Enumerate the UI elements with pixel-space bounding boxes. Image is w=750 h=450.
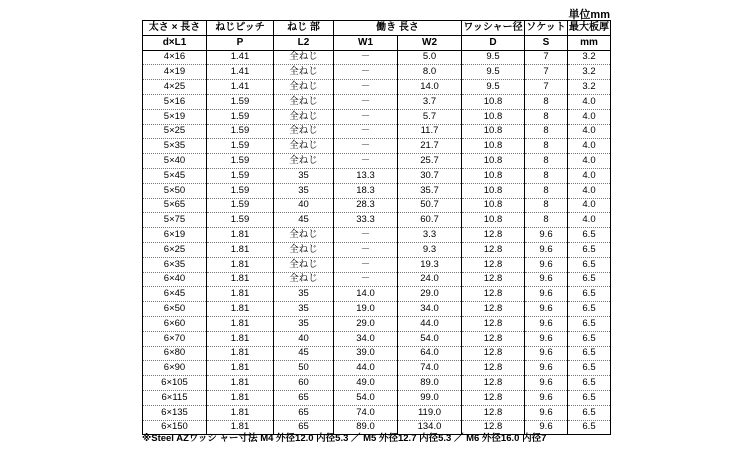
table-row — [143, 168, 611, 183]
table-cell: 12.8 — [462, 390, 525, 405]
spec-table — [142, 20, 611, 435]
table-row — [143, 80, 611, 95]
table-cell: 35.7 — [398, 183, 462, 198]
table-cell: － — [334, 272, 398, 287]
table-cell: 6×90 — [143, 361, 207, 376]
table-row — [143, 213, 611, 228]
table-cell: 1.81 — [207, 346, 274, 361]
table-cell: 6.5 — [568, 420, 611, 435]
table-cell: 6.5 — [568, 361, 611, 376]
table-cell: 1.81 — [207, 361, 274, 376]
table-cell: 4.0 — [568, 183, 611, 198]
table-cell: 12.8 — [462, 405, 525, 420]
table-cell: 3.7 — [398, 94, 462, 109]
table-cell: 1.59 — [207, 183, 274, 198]
table-cell: 1.81 — [207, 316, 274, 331]
table-cell: 全ねじ — [274, 139, 334, 154]
table-cell: 1.81 — [207, 390, 274, 405]
table-cell: 74.0 — [334, 405, 398, 420]
table-cell: 6.5 — [568, 242, 611, 257]
table-cell: 4.0 — [568, 154, 611, 169]
table-cell: 12.8 — [462, 346, 525, 361]
table-cell: 7 — [525, 65, 568, 80]
table-cell: 6×115 — [143, 390, 207, 405]
table-cell: － — [334, 124, 398, 139]
header-cell: ソケット — [525, 21, 568, 36]
unit-label: 単位mm — [568, 9, 610, 21]
table-cell: 1.41 — [207, 80, 274, 95]
table-row — [143, 390, 611, 405]
table-cell: － — [334, 139, 398, 154]
table-cell: 10.8 — [462, 139, 525, 154]
table-cell: 14.0 — [398, 80, 462, 95]
table-cell: 1.59 — [207, 139, 274, 154]
table-cell: 全ねじ — [274, 154, 334, 169]
table-row — [143, 228, 611, 243]
table-cell: 9.5 — [462, 65, 525, 80]
table-cell: 6×135 — [143, 405, 207, 420]
table-cell: 6.5 — [568, 405, 611, 420]
table-cell: 6×80 — [143, 346, 207, 361]
table-cell: 35 — [274, 287, 334, 302]
table-cell: 6.5 — [568, 228, 611, 243]
table-cell: 1.81 — [207, 242, 274, 257]
table-cell: 8 — [525, 198, 568, 213]
table-cell: 29.0 — [398, 287, 462, 302]
table-cell: － — [334, 109, 398, 124]
table-cell: 9.6 — [525, 361, 568, 376]
table-cell: 4.0 — [568, 124, 611, 139]
table-cell: 12.8 — [462, 272, 525, 287]
table-cell: 4×16 — [143, 50, 207, 65]
table-cell: 9.6 — [525, 228, 568, 243]
table-cell: 1.59 — [207, 124, 274, 139]
table-cell: 10.8 — [462, 109, 525, 124]
table-cell: 4.0 — [568, 94, 611, 109]
table-row — [143, 242, 611, 257]
header-cell: 最大板厚 — [568, 21, 611, 36]
table-cell: 6.5 — [568, 346, 611, 361]
table-cell: 全ねじ — [274, 50, 334, 65]
table-row — [143, 405, 611, 420]
table-cell: 5×19 — [143, 109, 207, 124]
subheader-cell: W2 — [398, 35, 462, 50]
table-cell: 6.5 — [568, 272, 611, 287]
table-cell: 5×40 — [143, 154, 207, 169]
table-cell: 4.0 — [568, 198, 611, 213]
table-cell: 24.0 — [398, 272, 462, 287]
table-cell: 1.59 — [207, 168, 274, 183]
table-cell: － — [334, 228, 398, 243]
table-cell: － — [334, 80, 398, 95]
table-cell: 44.0 — [334, 361, 398, 376]
table-cell: 65 — [274, 420, 334, 435]
table-cell: 4.0 — [568, 213, 611, 228]
table-cell: 40 — [274, 198, 334, 213]
table-cell: 9.6 — [525, 390, 568, 405]
table-row — [143, 65, 611, 80]
table-cell: 99.0 — [398, 390, 462, 405]
table-cell: 54.0 — [334, 390, 398, 405]
table-row — [143, 50, 611, 65]
table-row — [143, 124, 611, 139]
table-cell: 4.0 — [568, 109, 611, 124]
subheader-cell: d×L1 — [143, 35, 207, 50]
table-cell: 9.6 — [525, 302, 568, 317]
table-cell: 34.0 — [398, 302, 462, 317]
table-cell: 60.7 — [398, 213, 462, 228]
table-cell: 全ねじ — [274, 109, 334, 124]
table-cell: 39.0 — [334, 346, 398, 361]
table-cell: 6×19 — [143, 228, 207, 243]
table-cell: 9.3 — [398, 242, 462, 257]
table-cell: 6×40 — [143, 272, 207, 287]
table-cell: 45 — [274, 346, 334, 361]
table-cell: 10.8 — [462, 94, 525, 109]
table-cell: 9.6 — [525, 316, 568, 331]
table-cell: 1.81 — [207, 405, 274, 420]
table-cell: 74.0 — [398, 361, 462, 376]
table-cell: 35 — [274, 183, 334, 198]
table-cell: 12.8 — [462, 302, 525, 317]
table-cell: 9.6 — [525, 376, 568, 391]
table-cell: 134.0 — [398, 420, 462, 435]
table-cell: 13.3 — [334, 168, 398, 183]
table-cell: 全ねじ — [274, 124, 334, 139]
table-cell: 8 — [525, 109, 568, 124]
table-body — [143, 50, 611, 435]
table-cell: 5×35 — [143, 139, 207, 154]
table-cell: 6×105 — [143, 376, 207, 391]
subheader-cell: W1 — [334, 35, 398, 50]
table-cell: 10.8 — [462, 168, 525, 183]
table-cell: 54.0 — [398, 331, 462, 346]
table-cell: 6×45 — [143, 287, 207, 302]
table-cell: 1.81 — [207, 272, 274, 287]
header-row-top — [143, 21, 611, 36]
table-cell: － — [334, 94, 398, 109]
table-cell: 10.8 — [462, 183, 525, 198]
table-row — [143, 198, 611, 213]
table-cell: 35 — [274, 316, 334, 331]
table-cell: 60 — [274, 376, 334, 391]
table-cell: 12.8 — [462, 242, 525, 257]
table-cell: 28.3 — [334, 198, 398, 213]
table-cell: 89.0 — [334, 420, 398, 435]
header-row-sub — [143, 35, 611, 50]
table-cell: 4×19 — [143, 65, 207, 80]
table-cell: 12.8 — [462, 287, 525, 302]
table-cell: 6.5 — [568, 376, 611, 391]
table-row — [143, 139, 611, 154]
table-cell: 全ねじ — [274, 242, 334, 257]
subheader-cell: D — [462, 35, 525, 50]
table-cell: 5×45 — [143, 168, 207, 183]
table-cell: 6×60 — [143, 316, 207, 331]
table-cell: 12.8 — [462, 228, 525, 243]
table-cell: 9.6 — [525, 405, 568, 420]
table-cell: 89.0 — [398, 376, 462, 391]
subheader-cell: S — [525, 35, 568, 50]
table-cell: 8 — [525, 124, 568, 139]
table-cell: 29.0 — [334, 316, 398, 331]
table-row — [143, 331, 611, 346]
table-cell: 9.6 — [525, 257, 568, 272]
table-cell: 1.81 — [207, 287, 274, 302]
table-cell: 8 — [525, 168, 568, 183]
table-cell: 14.0 — [334, 287, 398, 302]
table-cell: 10.8 — [462, 154, 525, 169]
table-cell: 6×50 — [143, 302, 207, 317]
table-row — [143, 287, 611, 302]
table-cell: 5×65 — [143, 198, 207, 213]
subheader-cell: P — [207, 35, 274, 50]
table-cell: 全ねじ — [274, 228, 334, 243]
table-cell: 6.5 — [568, 331, 611, 346]
table-cell: 19.3 — [398, 257, 462, 272]
table-cell: 6.5 — [568, 287, 611, 302]
table-row — [143, 183, 611, 198]
table-row — [143, 154, 611, 169]
table-cell: － — [334, 50, 398, 65]
table-cell: 1.81 — [207, 257, 274, 272]
table-cell: 1.81 — [207, 302, 274, 317]
table-cell: 5×50 — [143, 183, 207, 198]
table-row — [143, 346, 611, 361]
table-cell: 3.2 — [568, 65, 611, 80]
subheader-cell: L2 — [274, 35, 334, 50]
footnote: ※Steel AZワッシ ャー寸法 M4 外径12.0 内径5.3 ／ M5 外径12.7 内径5.3 ／ M6 外径16.0 内径7 — [142, 433, 547, 444]
table-cell: 3.2 — [568, 80, 611, 95]
table-cell: 119.0 — [398, 405, 462, 420]
header-cell: ねじピッチ — [207, 21, 274, 36]
table-cell: 6×150 — [143, 420, 207, 435]
table-cell: 12.8 — [462, 361, 525, 376]
table-cell: 全ねじ — [274, 257, 334, 272]
table-cell: 64.0 — [398, 346, 462, 361]
table-cell: 6.5 — [568, 302, 611, 317]
table-cell: 19.0 — [334, 302, 398, 317]
subheader-cell: mm — [568, 35, 611, 50]
header-cell: ワッシャー径 — [462, 21, 525, 36]
table-row — [143, 302, 611, 317]
table-cell: 4×25 — [143, 80, 207, 95]
table-cell: 45 — [274, 213, 334, 228]
table-cell: 1.81 — [207, 376, 274, 391]
table-row — [143, 376, 611, 391]
table-row — [143, 94, 611, 109]
table-cell: 全ねじ — [274, 80, 334, 95]
table-cell: 65 — [274, 405, 334, 420]
table-cell: 44.0 — [398, 316, 462, 331]
table-row — [143, 272, 611, 287]
table-cell: 8 — [525, 154, 568, 169]
table-cell: 5×75 — [143, 213, 207, 228]
table-cell: 全ねじ — [274, 94, 334, 109]
table-cell: 6.5 — [568, 257, 611, 272]
table-cell: 6×70 — [143, 331, 207, 346]
table-cell: 4.0 — [568, 168, 611, 183]
table-cell: 40 — [274, 331, 334, 346]
table-cell: 9.6 — [525, 242, 568, 257]
table-cell: 3.2 — [568, 50, 611, 65]
table-cell: 1.59 — [207, 154, 274, 169]
table-cell: 1.59 — [207, 213, 274, 228]
table-cell: 35 — [274, 168, 334, 183]
table-cell: 12.8 — [462, 420, 525, 435]
table-cell: 10.8 — [462, 213, 525, 228]
table-row — [143, 316, 611, 331]
table-cell: 1.81 — [207, 420, 274, 435]
table-cell: 5.0 — [398, 50, 462, 65]
table-cell: 12.8 — [462, 331, 525, 346]
table-cell: 1.59 — [207, 94, 274, 109]
table-cell: 8 — [525, 213, 568, 228]
table-cell: － — [334, 154, 398, 169]
table-cell: 9.6 — [525, 287, 568, 302]
table-cell: 4.0 — [568, 139, 611, 154]
table-cell: 6×35 — [143, 257, 207, 272]
table-cell: 5.7 — [398, 109, 462, 124]
table-cell: 65 — [274, 390, 334, 405]
table-cell: 9.6 — [525, 272, 568, 287]
table-cell: 9.6 — [525, 331, 568, 346]
table-row — [143, 257, 611, 272]
table-cell: 33.3 — [334, 213, 398, 228]
table-cell: － — [334, 257, 398, 272]
table-cell: 18.3 — [334, 183, 398, 198]
table-cell: － — [334, 242, 398, 257]
table-cell: 35 — [274, 302, 334, 317]
table-cell: 12.8 — [462, 316, 525, 331]
table-cell: 1.81 — [207, 331, 274, 346]
table-cell: 1.59 — [207, 198, 274, 213]
table-cell: 1.59 — [207, 109, 274, 124]
table-cell: 全ねじ — [274, 65, 334, 80]
table-cell: 9.5 — [462, 50, 525, 65]
table-cell: 1.41 — [207, 50, 274, 65]
table-cell: 25.7 — [398, 154, 462, 169]
table-cell: 10.8 — [462, 198, 525, 213]
table-cell: 8 — [525, 139, 568, 154]
table-cell: 8 — [525, 183, 568, 198]
table-cell: 7 — [525, 50, 568, 65]
table-cell: 34.0 — [334, 331, 398, 346]
table-cell: 8 — [525, 94, 568, 109]
table-cell: － — [334, 65, 398, 80]
table-cell: 6×25 — [143, 242, 207, 257]
table-cell: 9.6 — [525, 346, 568, 361]
table-row — [143, 109, 611, 124]
table-cell: 6.5 — [568, 316, 611, 331]
table-cell: 9.6 — [525, 420, 568, 435]
table-cell: 6.5 — [568, 390, 611, 405]
table-cell: 11.7 — [398, 124, 462, 139]
header-cell: ねじ 部 — [274, 21, 334, 36]
table-cell: 50 — [274, 361, 334, 376]
table-cell: 12.8 — [462, 257, 525, 272]
table-cell: 7 — [525, 80, 568, 95]
table-cell: 9.5 — [462, 80, 525, 95]
table-row — [143, 361, 611, 376]
table-cell: 10.8 — [462, 124, 525, 139]
header-cell: 太さ × 長さ — [143, 21, 207, 36]
table-cell: 5×16 — [143, 94, 207, 109]
table-cell: 1.81 — [207, 228, 274, 243]
header-cell: 働き 長さ — [334, 21, 462, 36]
table-cell: 1.41 — [207, 65, 274, 80]
table-cell: 50.7 — [398, 198, 462, 213]
table-cell: 5×25 — [143, 124, 207, 139]
table-cell: 8.0 — [398, 65, 462, 80]
table-cell: 全ねじ — [274, 272, 334, 287]
table-cell: 3.3 — [398, 228, 462, 243]
table-cell: 12.8 — [462, 376, 525, 391]
table-cell: 49.0 — [334, 376, 398, 391]
table-cell: 21.7 — [398, 139, 462, 154]
table-cell: 30.7 — [398, 168, 462, 183]
